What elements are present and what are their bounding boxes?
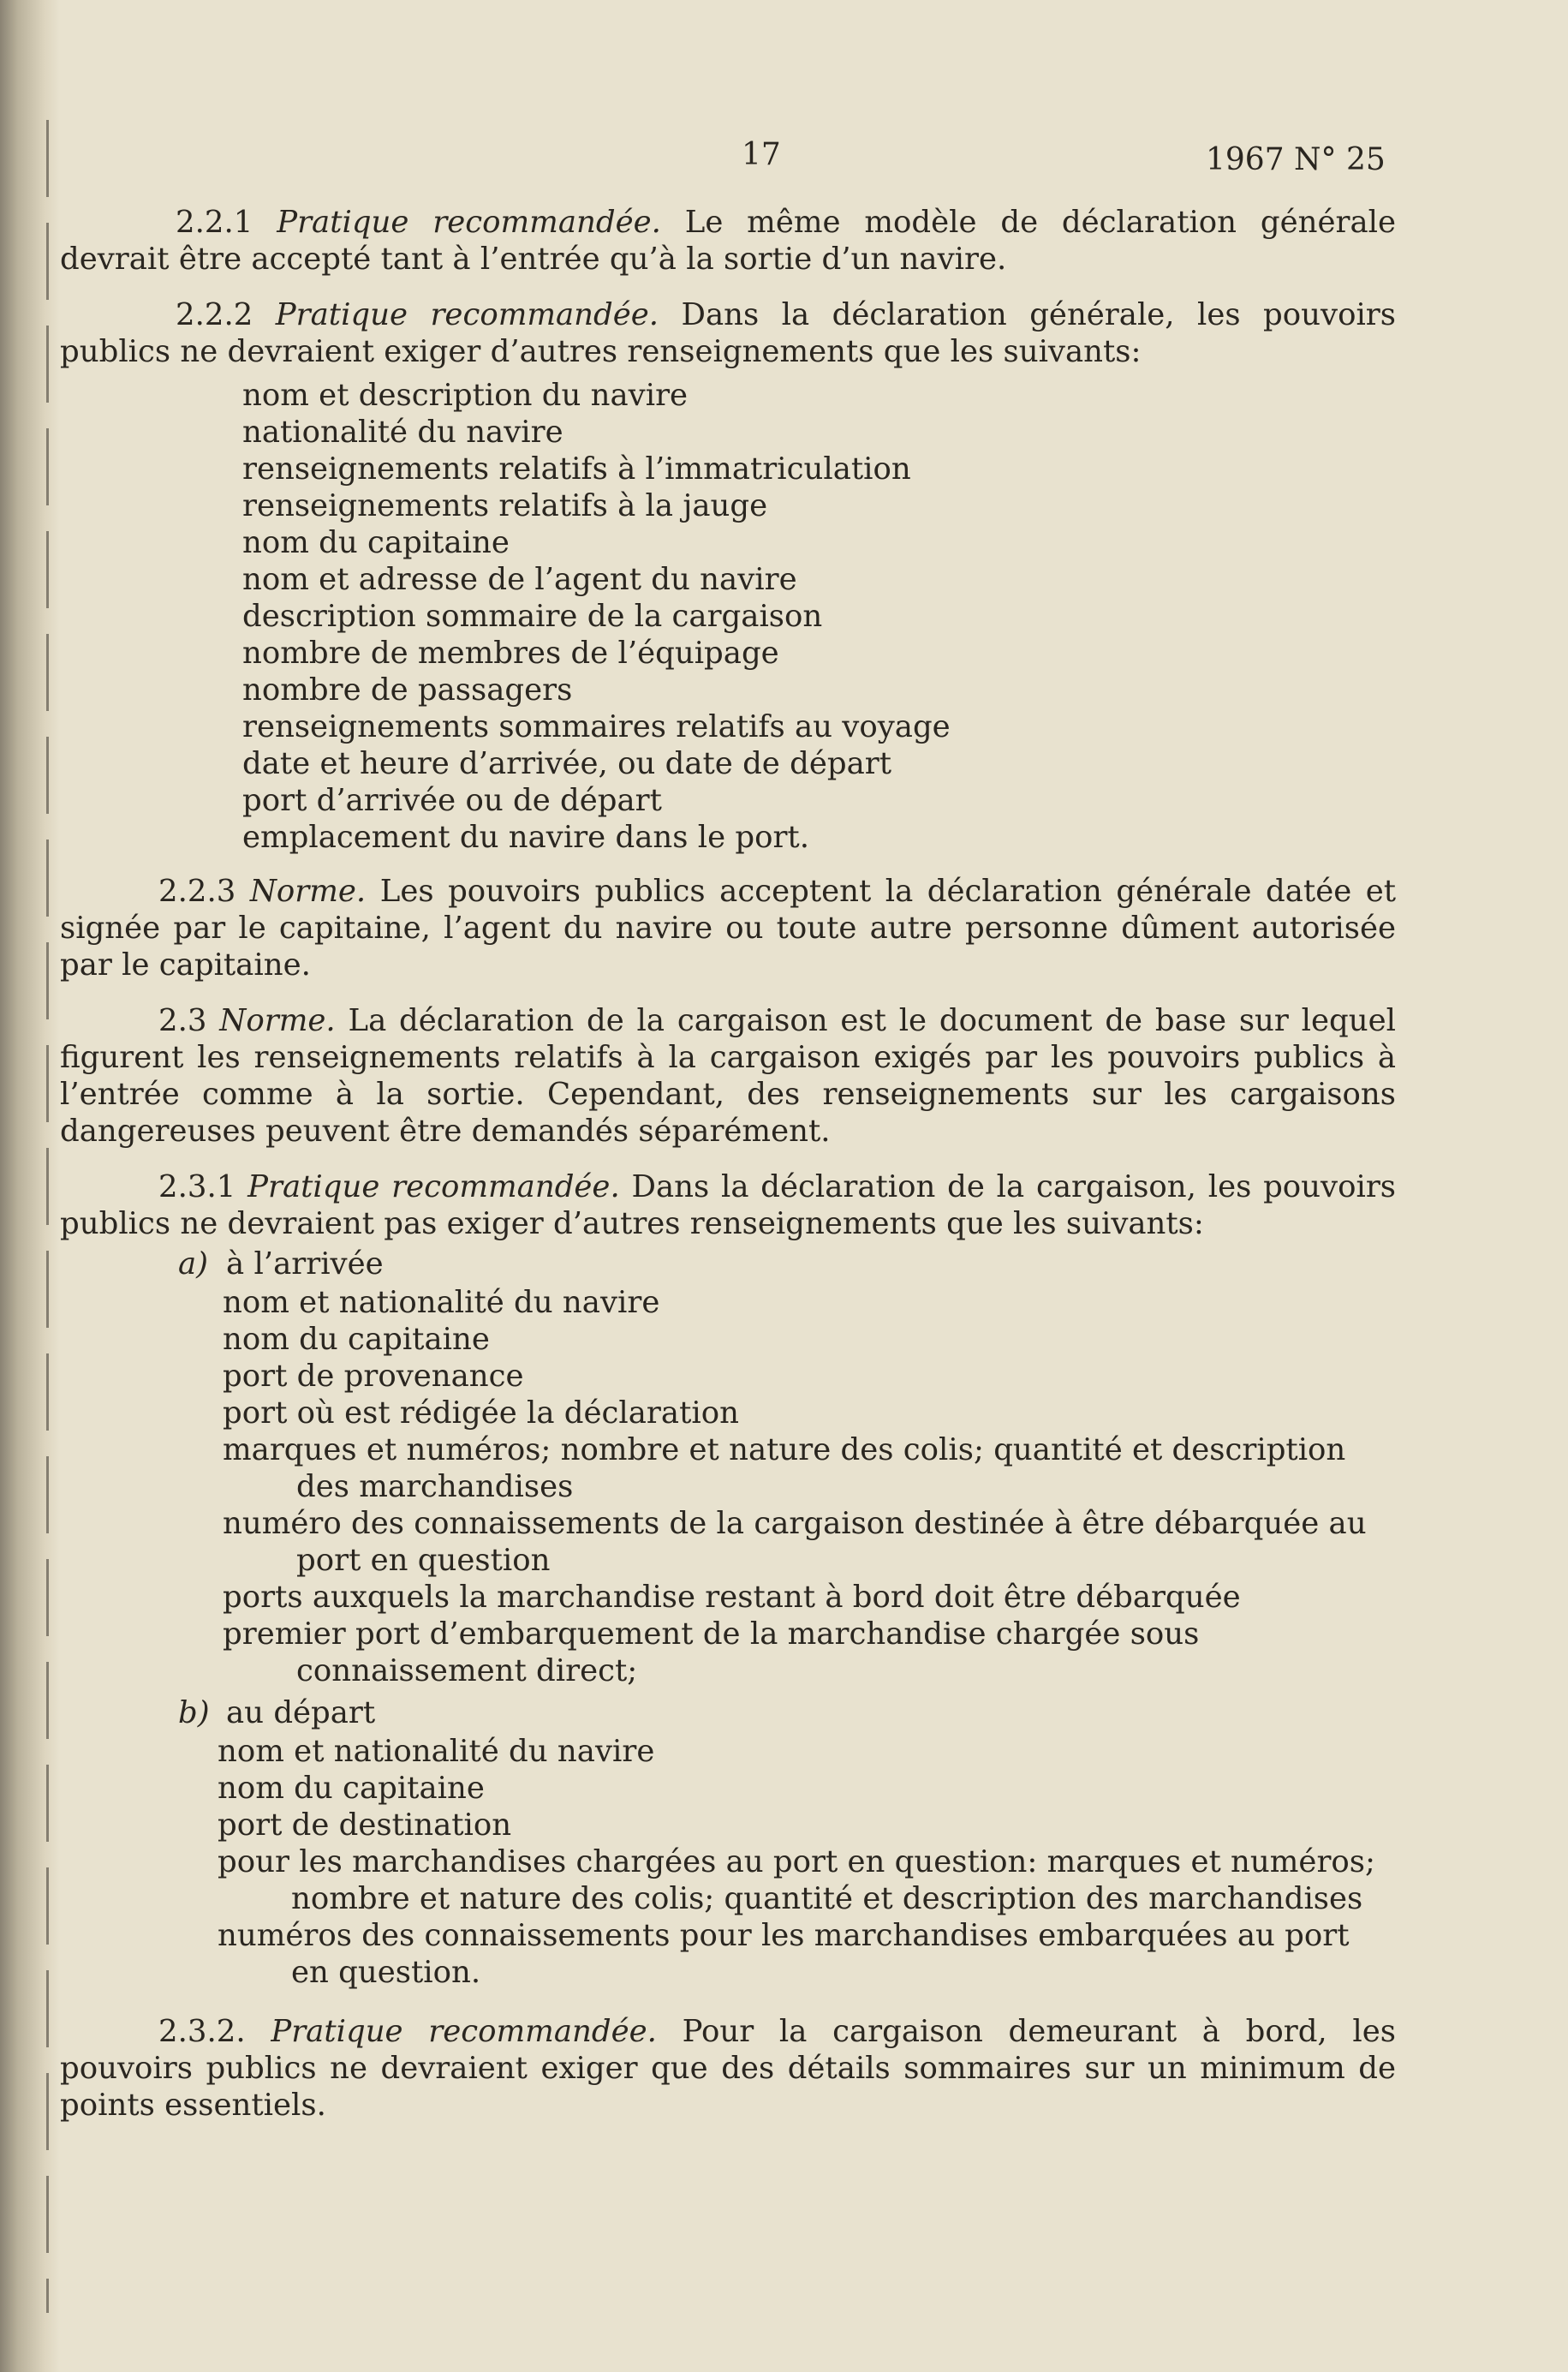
section-text: Pour la cargaison demeurant à bord, les pouvoirs publics ne devraient exiger que des détails sommaires sur un minimum de points essentiels. [60,2014,1396,2123]
section-label: Pratique recommandée. [275,297,659,332]
section-label: Pratique recommandée. [277,205,661,240]
section-text: Dans la déclaration générale, les pouvoirs publics ne devraient exiger d’autres renseignements que les suivants: [60,297,1396,369]
subsection-b-label: b) [178,1695,210,1730]
section-label: Pratique recommandée. [271,2014,657,2049]
list-item: renseignements relatifs à la jauge [242,488,768,523]
general-declaration-list [60,377,1396,856]
section-label: Norme. [219,1003,336,1038]
list-item: nom du capitaine [218,1771,485,1806]
list-item: nom et adresse de l’agent du navire [242,562,797,597]
list-item: port d’arrivée ou de départ [242,783,662,818]
subsection-a-heading: à l’arrivée [226,1246,384,1282]
list-item: nationalité du navire [242,415,563,450]
list-item: port de destination [218,1807,512,1843]
list-item: nombre de membres de l’équipage [242,636,779,671]
list-item: emplacement du navire dans le port. [242,820,809,855]
section-number: 2.3.1 [158,1169,236,1204]
list-item: ports auxquels la marchandise restant à bord doit être débarquée [223,1580,1241,1615]
paragraph-2-3 [60,1002,1396,1150]
list-item: nom et nationalité du navire [223,1285,660,1320]
list-item: description sommaire de la cargaison [242,599,823,634]
list-item: date et heure d’arrivée, ou date de départ [242,746,891,781]
section-number: 2.2.3 [158,874,236,909]
list-item: nom du capitaine [242,525,510,560]
list-item: numéro des connaissements de la cargaison destinée à être débarquée au port en question [223,1506,1367,1578]
list-item: nom du capitaine [223,1322,490,1357]
page-body [60,204,1396,2142]
section-number: 2.3.2. [158,2014,246,2049]
section-text: Le même modèle de déclaration générale devrait être accepté tant à l’entrée qu’à la sortie d’un navire. [60,205,1396,277]
list-item: nom et nationalité du navire [218,1734,655,1769]
list-item: renseignements sommaires relatifs au voyage [242,709,951,744]
subsection-a [60,1246,1396,1282]
page-header [0,137,1568,188]
section-text: La déclaration de la cargaison est le document de base sur lequel figurent les renseignements relatifs à la cargaison exigés par les pouvoirs publics à l’entrée comme à la sortie. Cependant, des renseignements sur les cargaisons dangereuses peuvent être demandés séparément. [60,1003,1396,1149]
paragraph-2-3-1 [60,1168,1396,1242]
section-number: 2.2.1 [176,205,253,240]
page-number: 17 [742,137,781,172]
section-label: Pratique recommandée. [247,1169,620,1204]
section-number: 2.2.2 [176,297,253,332]
paragraph-2-2-3 [60,873,1396,983]
list-item: premier port d’embarquement de la marchandise chargée sous connaissement direct; [223,1616,1200,1688]
section-text: Dans la déclaration de la cargaison, les pouvoirs publics ne devraient pas exiger d’autres renseignements que les suivants: [60,1169,1397,1241]
list-item: port de provenance [223,1359,524,1394]
list-item: marques et numéros; nombre et nature des colis; quantité et description des marchandises [223,1432,1346,1504]
subsection-b [60,1694,1396,1731]
paragraph-2-2-2 [60,296,1396,370]
list-item: nom et description du navire [242,378,689,413]
running-head: 1967 N° 25 [1206,142,1386,177]
departure-list [60,1733,1396,1991]
list-item: nombre de passagers [242,672,573,708]
section-text: Les pouvoirs publics acceptent la déclaration générale datée et signée par le capitaine, l’agent du navire ou toute autre personne dûment autorisée par le capitaine. [60,874,1397,983]
section-number: 2.3 [158,1003,207,1038]
subsection-a-label: a) [178,1246,209,1282]
list-item: numéros des connaissements pour les marchandises embarquées au port en question. [218,1918,1350,1990]
list-item: renseignements relatifs à l’immatriculation [242,451,911,487]
paragraph-2-3-2 [60,2013,1396,2124]
paragraph-2-2-1 [60,204,1396,278]
list-item: port où est rédigée la déclaration [223,1395,739,1431]
list-item: pour les marchandises chargées au port en question: marques et numéros; nombre et nature des colis; quantité et description des marchandises [218,1844,1375,1916]
arrival-list [60,1284,1396,1689]
subsection-b-heading: au départ [226,1695,376,1730]
section-label: Norme. [249,874,367,909]
